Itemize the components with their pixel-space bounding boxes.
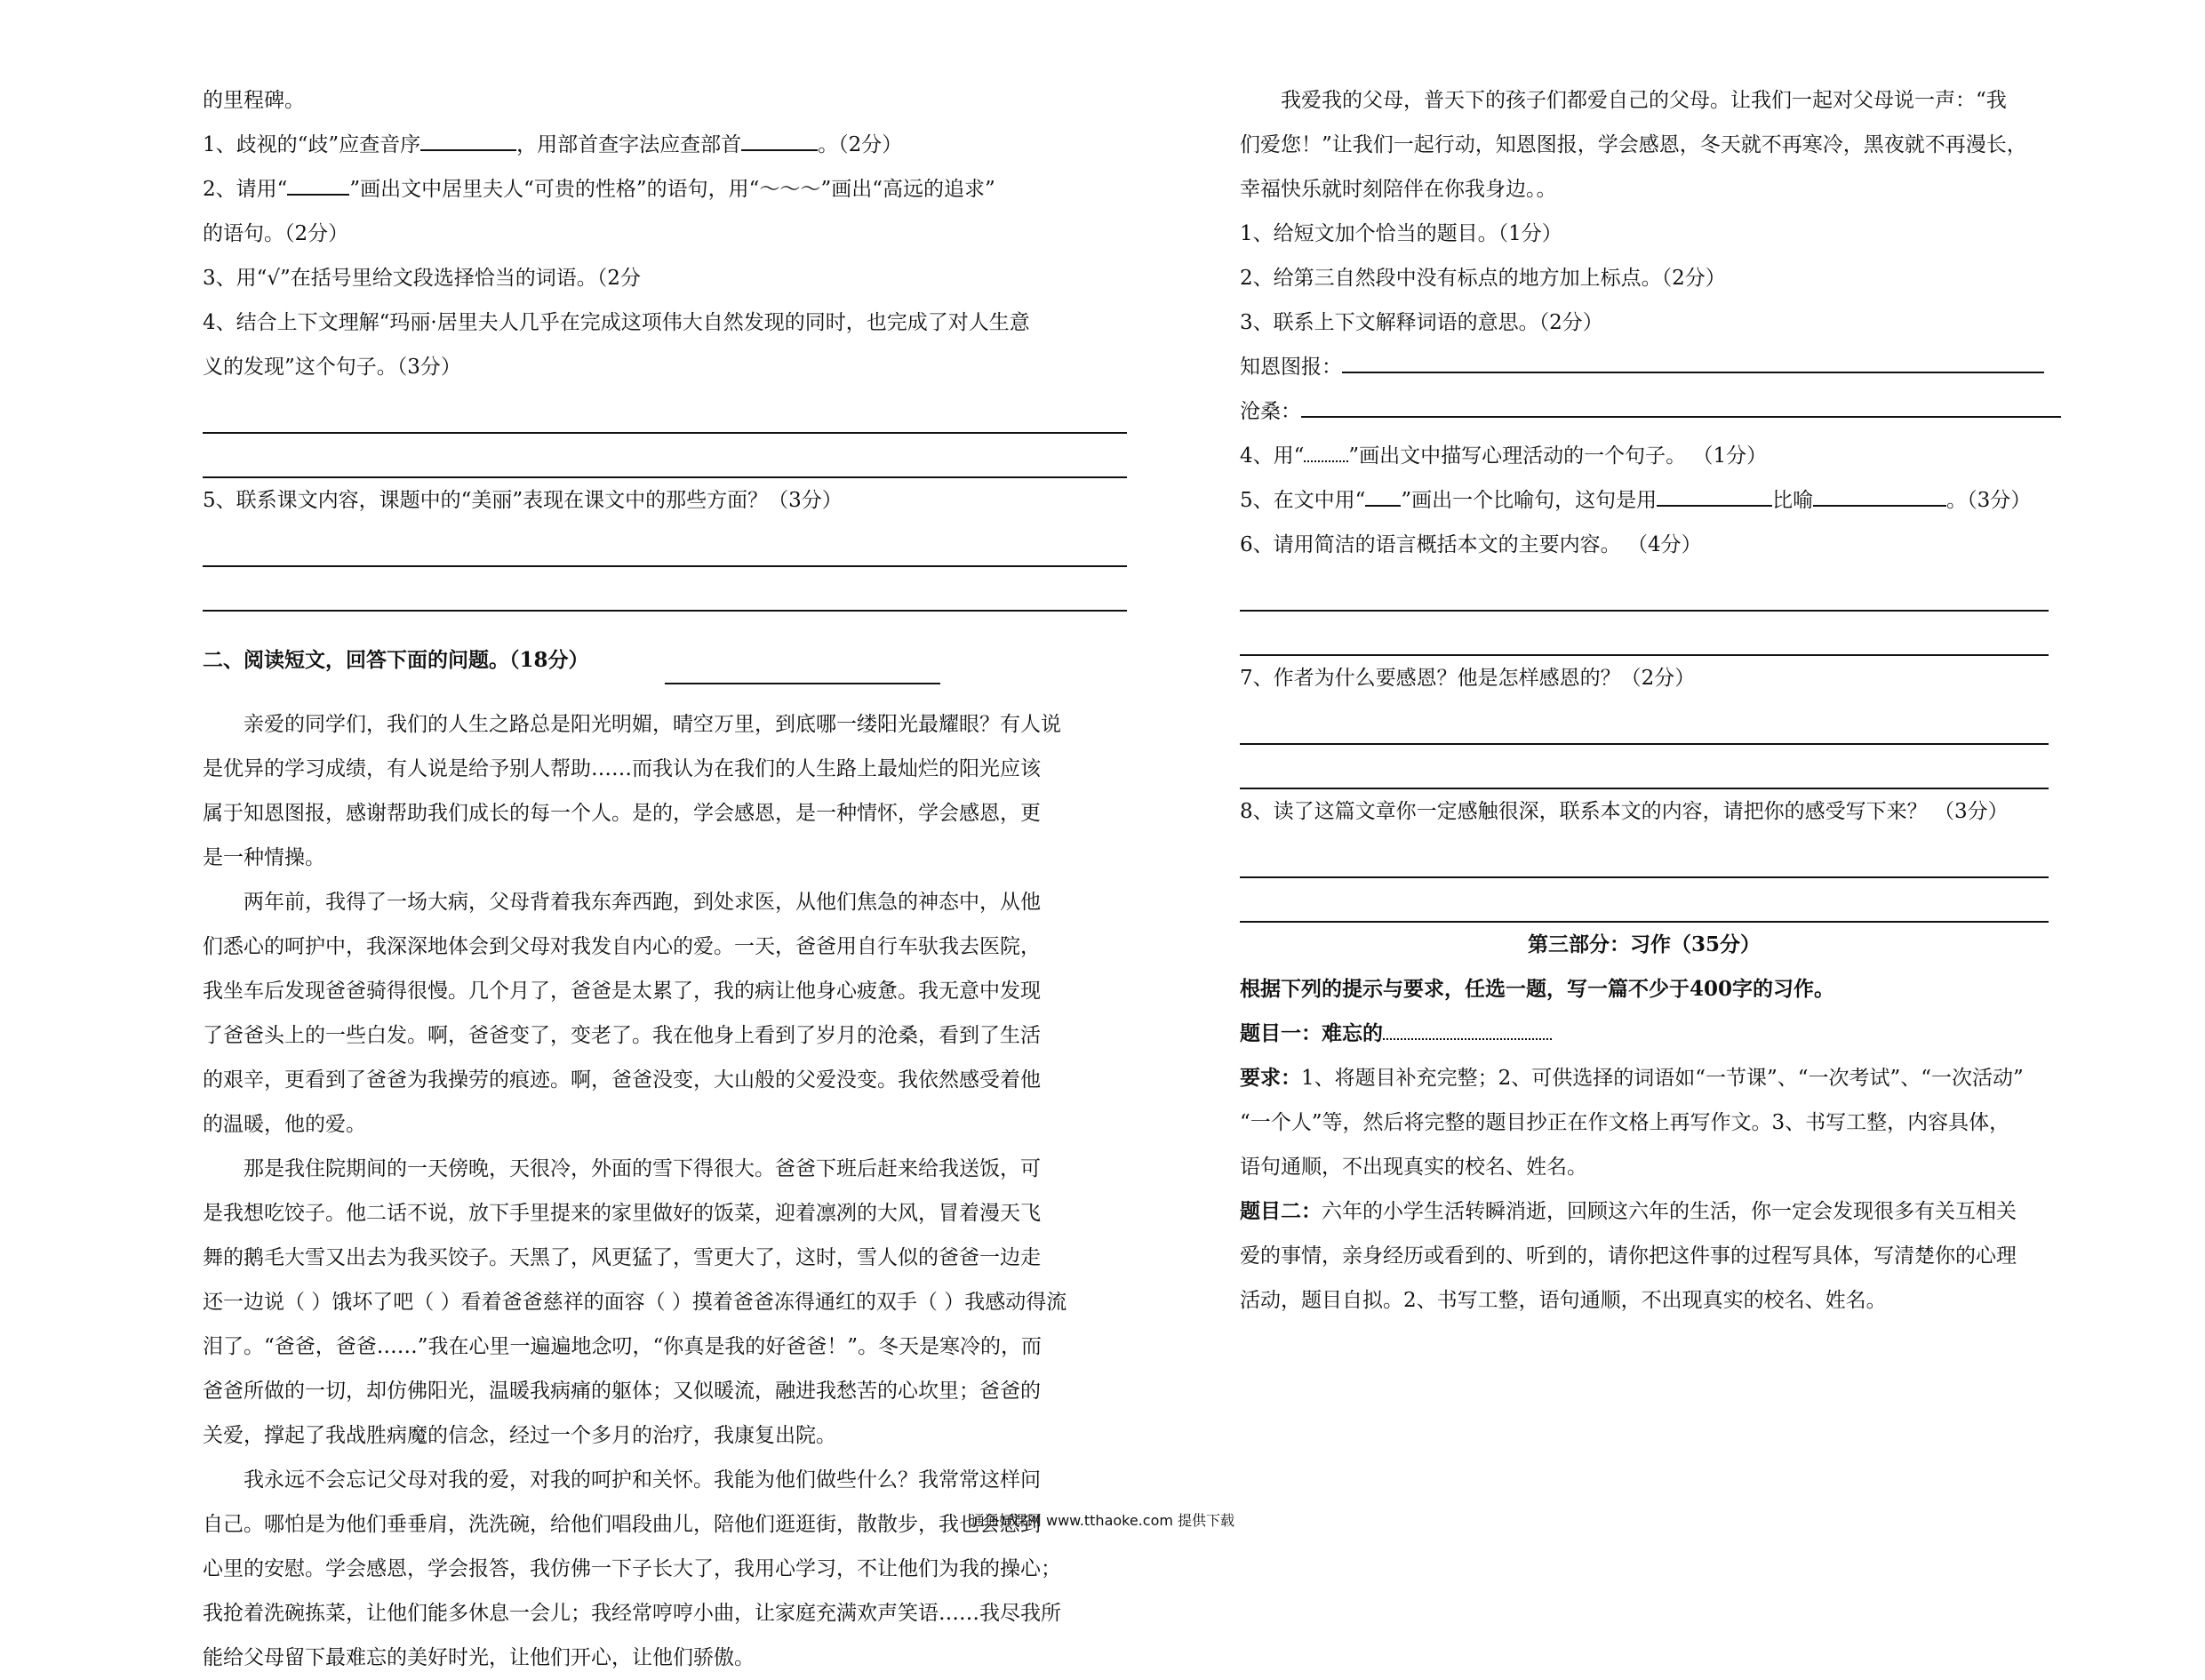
question-text: 4、用“ <box>1240 444 1305 468</box>
passage-line: 幸福快乐就时刻陪伴在你我身边。。 <box>1240 178 1557 201</box>
question-text: 比喻 <box>1772 489 1814 512</box>
answer-line[interactable] <box>1240 567 2049 612</box>
question-text: 5、在文中用“ <box>1240 489 1366 512</box>
question-r2: 2、给第三自然段中没有标点的地方加上标点。（2分） <box>1240 267 1726 290</box>
requirement-line: 语句通顺，不出现真实的校名、姓名。 <box>1240 1156 1587 1179</box>
question-r7: 7、作者为什么要感恩？他是怎样感恩的？（2分） <box>1240 667 1696 690</box>
question-text: 2、请用“ <box>203 178 288 201</box>
term-label: 知恩图报： <box>1240 356 1342 379</box>
answer-blank[interactable] <box>1301 396 2061 418</box>
topic-text-line: 活动，题目自拟。2、书写工整，语句通顺，不出现真实的校名、姓名。 <box>1240 1289 1887 1312</box>
topic-1 <box>1240 1012 2049 1056</box>
requirement-text: 1、将题目补充完整；2、可供选择的词语如“一节课”、“一次考试”、“一次活动” <box>1301 1067 2024 1090</box>
passage-line: 还一边说（ ）饿坏了吧（ ）看着爸爸慈祥的面容（ ）摸着爸爸冻得通红的双手（ ）我感动得流 <box>203 1291 1067 1314</box>
topic-label: 题目一：难忘的 <box>1240 1021 1383 1045</box>
passage-line: 我坐车后发现爸爸骑得很慢。几个月了，爸爸是太累了，我的病让他身心疲惫。我无意中发现 <box>203 980 1041 1003</box>
passage-line: 是优异的学习成绩，有人说是给予别人帮助……而我认为在我们的人生路上最灿烂的阳光应该 <box>203 757 1041 780</box>
question-4: 4、结合上下文理解“玛丽·居里夫人几乎在完成这项伟大自然发现的同时，也完成了对人生意 <box>203 311 1030 334</box>
passage-line: 心里的安慰。学会感恩，学会报答，我仿佛一下子长大了，我用心学习，不让他们为我的操心； <box>203 1557 1061 1580</box>
passage-paragraph-3 <box>203 1147 1127 1458</box>
question-3: 3、用“√”在括号里给文段选择恰当的词语。（2分 <box>203 267 641 290</box>
passage-line: 那是我住院期间的一天傍晚，天很冷，外面的雪下得很大。爸爸下班后赶来给我送饭，可 <box>244 1157 1041 1180</box>
passage-line: 我爱我的父母，普天下的孩子们都爱自己的父母。让我们一起对父母说一声：“我 <box>1281 89 2007 112</box>
answer-line[interactable] <box>203 434 1127 478</box>
passage-line: 我永远不会忘记父母对我的爱，对我的呵护和关怀。我能为他们做些什么？我常常这样问 <box>244 1468 1041 1492</box>
passage-line: 能给父母留下最难忘的美好时光，让他们开心，让他们骄傲。 <box>203 1646 755 1669</box>
passage-line: 的艰辛，更看到了爸爸为我操劳的痕迹。啊，爸爸没变，大山般的父爱没变。我依然感受着他 <box>203 1068 1041 1092</box>
section-3-heading: 第三部分：习作（35分） <box>1527 932 1761 956</box>
answer-line[interactable] <box>1240 745 2049 789</box>
answer-line[interactable] <box>1240 612 2049 656</box>
passage-line: 亲爱的同学们，我们的人生之路总是阳光明媚，晴空万里，到底哪一缕阳光最耀眼？有人说 <box>244 713 1061 736</box>
question-1 <box>203 123 1127 167</box>
writing-intro: 根据下列的提示与要求，任选一题，写一篇不少于400字的习作。 <box>1240 977 1835 1001</box>
answer-line[interactable] <box>1240 834 2049 878</box>
passage-line: 们悉心的呵护中，我深深地体会到父母对我发自内心的爱。一天，爸爸用自行车驮我去医院， <box>203 935 1041 958</box>
answer-line[interactable] <box>1240 700 2049 745</box>
passage-line: 们爱您！”让我们一起行动，知恩图报，学会感恩，冬天就不再寒冷，黑夜就不再漫长， <box>1240 133 2027 156</box>
answer-blank[interactable] <box>741 130 818 151</box>
passage-line: 爸爸所做的一切，却仿佛阳光，温暖我病痛的躯体；又似暖流，融进我愁苦的心坎里；爸爸的 <box>203 1380 1041 1403</box>
topic-text: 六年的小学生活转瞬消逝，回顾这六年的生活，你一定会发现很多有关互相关 <box>1322 1200 2017 1223</box>
underline-sample <box>1304 441 1348 462</box>
right-column <box>1240 78 2049 1323</box>
left-column <box>203 78 1127 1680</box>
answer-blank[interactable] <box>1657 485 1772 507</box>
text-line: 的里程碑。 <box>203 89 305 112</box>
question-r3: 3、联系上下文解释词语的意思。（2分） <box>1240 311 1603 334</box>
passage-line: 是我想吃饺子。他二话不说，放下手里提来的家里做好的饭菜，迎着凛冽的大风，冒着漫天飞 <box>203 1202 1041 1225</box>
passage-paragraph-4 <box>203 1458 1127 1680</box>
passage-line: 的温暖，他的爱。 <box>203 1113 366 1136</box>
passage-line: 两年前，我得了一场大病，父母背着我东奔西跑，到处求医，从他们焦急的神态中，从他 <box>244 891 1041 914</box>
question-text: ”画出文中居里夫人“可贵的性格”的语句，用“～～～”画出“高远的追求” <box>349 178 995 201</box>
question-text: ”画出一个比喻句，这句是用 <box>1401 489 1658 512</box>
passage-line: 属于知恩图报，感谢帮助我们成长的每一个人。是的，学会感恩，是一种情怀，学会感恩，更 <box>203 802 1041 825</box>
requirement-line <box>1240 1056 2049 1100</box>
page-footer: 通通好课网 www.tthaoke.com 提供下载 <box>970 1512 1235 1529</box>
passage-line: 我抢着洗碗拣菜，让他们能多休息一会儿；我经常哼哼小曲，让家庭充满欢声笑语……我尽我所 <box>203 1602 1061 1625</box>
text-line: 义的发现”这个句子。（3分） <box>203 356 461 379</box>
answer-blank[interactable] <box>420 130 516 151</box>
requirement-label: 要求： <box>1240 1066 1301 1090</box>
title-answer-line[interactable] <box>665 683 940 684</box>
question-text: 1、歧视的“歧”应查音序 <box>203 133 421 156</box>
title-blank[interactable] <box>1383 1019 1552 1040</box>
passage-line: 是一种情操。 <box>203 846 325 869</box>
question-text: ”画出文中描写心理活动的一个句子。 （1分） <box>1348 444 1768 468</box>
question-r6: 6、请用简洁的语言概括本文的主要内容。 （4分） <box>1240 533 1702 556</box>
question-2 <box>203 167 1127 212</box>
question-r4 <box>1240 434 2049 478</box>
passage-line: 泪了。“爸爸，爸爸……”我在心里一遍遍地念叨，“你真是我的好爸爸！”。冬天是寒冷的，而 <box>203 1335 1043 1358</box>
question-text: ，用部首查字法应查部首 <box>516 133 742 156</box>
answer-line[interactable] <box>1240 878 2049 923</box>
passage-paragraph-2 <box>203 880 1127 1147</box>
question-text: 。（3分） <box>1946 489 2032 512</box>
term-label: 沧桑： <box>1240 400 1301 423</box>
answer-line[interactable] <box>203 567 1127 612</box>
section-2-heading: 二、阅读短文，回答下面的问题。（18分） <box>203 648 589 672</box>
term-1 <box>1240 345 2049 389</box>
question-text: 。（2分） <box>818 133 903 156</box>
question-r8: 8、读了这篇文章你一定感触很深，联系本文的内容，请把你的感受写下来？ （3分） <box>1240 800 2009 823</box>
answer-line[interactable] <box>203 389 1127 434</box>
answer-line[interactable] <box>203 523 1127 567</box>
requirement-line: “一个人”等，然后将完整的题目抄正在作文格上再写作文。3、书写工整，内容具体， <box>1240 1111 2010 1134</box>
question-5: 5、联系课文内容，课题中的“美丽”表现在课文中的那些方面？（3分） <box>203 489 843 512</box>
passage-line: 了爸爸头上的一些白发。啊，爸爸变了，变老了。我在他身上看到了岁月的沧桑，看到了生活 <box>203 1024 1041 1047</box>
topic-text-line: 爱的事情，亲身经历或看到的、听到的，请你把这件事的过程写具体，写清楚你的心理 <box>1240 1244 2017 1268</box>
answer-blank[interactable] <box>1813 485 1946 507</box>
term-2 <box>1240 389 2049 434</box>
topic-label: 题目二： <box>1240 1199 1322 1223</box>
passage-line: 舞的鹅毛大雪又出去为我买饺子。天黑了，风更猛了，雪更大了，这时，雪人似的爸爸一边走 <box>203 1246 1041 1269</box>
text-line: 的语句。（2分） <box>203 222 349 245</box>
topic-2 <box>1240 1189 2049 1234</box>
answer-blank[interactable] <box>1342 352 2044 373</box>
passage-paragraph-5 <box>1240 78 2049 212</box>
passage-line: 自己。哪怕是为他们垂垂肩，洗洗碗，给他们唱段曲儿，陪他们逛逛街，散散步，我也会感到 <box>203 1513 1041 1536</box>
question-r1: 1、给短文加个恰当的题目。（1分） <box>1240 222 1562 245</box>
question-r5 <box>1240 478 2049 523</box>
underline-sample <box>287 174 349 196</box>
passage-paragraph-1 <box>203 702 1127 880</box>
underline-sample <box>1365 485 1401 507</box>
passage-line: 关爱，撑起了我战胜病魔的信念，经过一个多月的治疗，我康复出院。 <box>203 1424 836 1447</box>
